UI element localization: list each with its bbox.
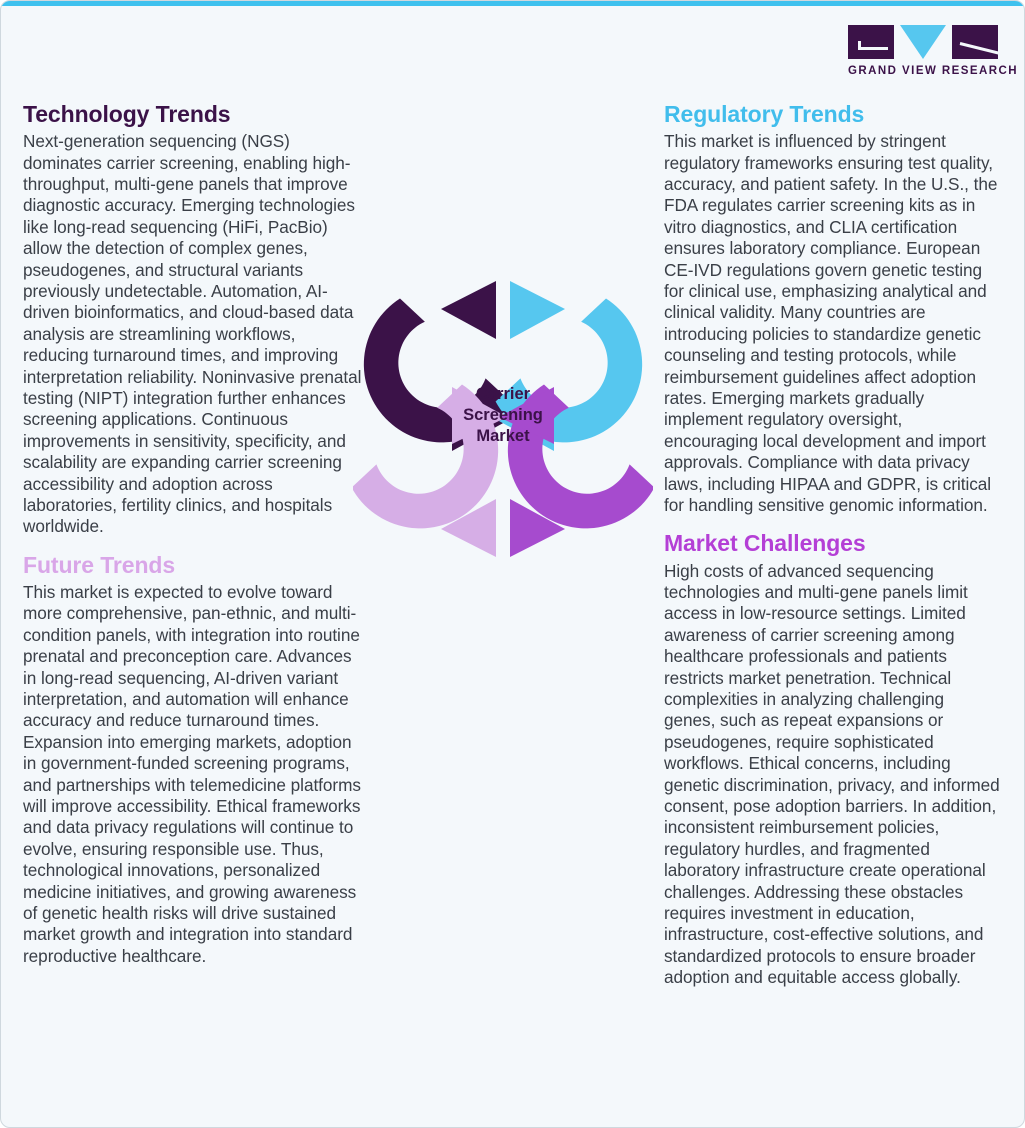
technology-trends-body: Next-generation sequencing (NGS) dominates carrier screening, enabling high-throughput, multi-gene panels that improve diagnostic accuracy. Emerging technologies like long-read sequencing (HiFi, PacBio) allow the detection of complex genes, pseudogenes, and structural variants previously undetectable. Automation, AI-driven bioinformatics, and cloud-based data analysis are streamlining workflows, reducing turnaround times, and improving interpretation reliability. Noninvasive prenatal testing (NIPT) integration further enhances screening applications. Continuous improvements in sensitivity, specificity, and scalability are expanding carrier screening accessibility and adoption across laboratories, fertility clinics, and hospitals worldwide. [23, 131, 362, 537]
section-technology-trends [23, 101, 363, 538]
brand-logo [848, 25, 1019, 77]
market-challenges-heading: Market Challenges [664, 530, 866, 557]
technology-trends-heading: Technology Trends [23, 101, 231, 127]
section-regulatory-trends [664, 101, 1000, 516]
section-future-trends [23, 552, 363, 967]
logo-g-block-icon [848, 25, 894, 59]
center-label-line-3: Market [476, 427, 530, 445]
section-market-challenges [664, 530, 1000, 988]
center-label-line-1: Carrier [475, 385, 531, 403]
market-challenges-body: High costs of advanced sequencing technologies and multi-gene panels limit access in low-resource settings. Limited awareness of carrier screening among healthcare professionals and patients restricts market penetration. Technical complexities in analyzing challenging genes, such as repeat expansions or pseudogenes, require sophisticated workflows. Ethical concerns, including genetic discrimination, privacy, and informed consent, pose adoption barriers. In addition, inconsistent reimbursement policies, regulatory hurdles, and fragmented laboratory infrastructure create operational challenges. Addressing these obstacles requires investment in education, infrastructure, cost-effective solutions, and standardized protocols to ensure broader adoption and equitable access globally. [664, 560, 1000, 988]
future-trends-body: This market is expected to evolve toward more comprehensive, pan-ethnic, and multi-condition panels, with integration into routine prenatal and preconception care. Advances in long-read sequencing, AI-driven variant interpretation, and automation will enhance accuracy and reduce turnaround times. Expansion into emerging markets, adoption in government-funded screening programs, and partnerships with telemedicine platforms will improve accessibility. Ethical frameworks and data privacy regulations will continue to evolve, ensuring responsible use. Thus, technological innovations, personalized medicine initiatives, and growing awareness of genetic health risks will drive sustained market growth and integration into standard reproductive healthcare. [23, 581, 361, 966]
brand-name: GRAND VIEW RESEARCH [848, 65, 1019, 77]
right-column [664, 101, 1000, 999]
logo-r-block-icon [952, 25, 998, 59]
future-trends-heading: Future Trends [23, 551, 176, 578]
left-column [23, 101, 363, 977]
logo-v-triangle-icon [900, 25, 946, 59]
logo-marks [848, 25, 998, 59]
regulatory-trends-body: This market is influenced by stringent regulatory frameworks ensuring test quality, accuracy, and patient safety. In the U.S., the FDA regulates carrier screening kits as in vitro diagnostics, and CLIA certification ensures laboratory compliance. European CE-IVD regulations govern genetic testing for clinical use, emphasizing analytical and clinical validity. Many countries are introducing policies to standardize genetic counseling and testing protocols, while reimbursement guidelines affect adoption rates. Emerging markets gradually implement regulatory oversight, encouraging local development and import approvals. Compliance with data privacy laws, including HIPAA and GDPR, is critical for handling sensitive genomic information. [664, 131, 998, 516]
regulatory-trends-heading: Regulatory Trends [664, 101, 865, 127]
center-label-line-2: Screening [463, 406, 543, 424]
four-arrow-cycle-diagram [353, 263, 653, 575]
top-accent-bar [1, 1, 1024, 6]
cycle-svg [353, 263, 653, 575]
